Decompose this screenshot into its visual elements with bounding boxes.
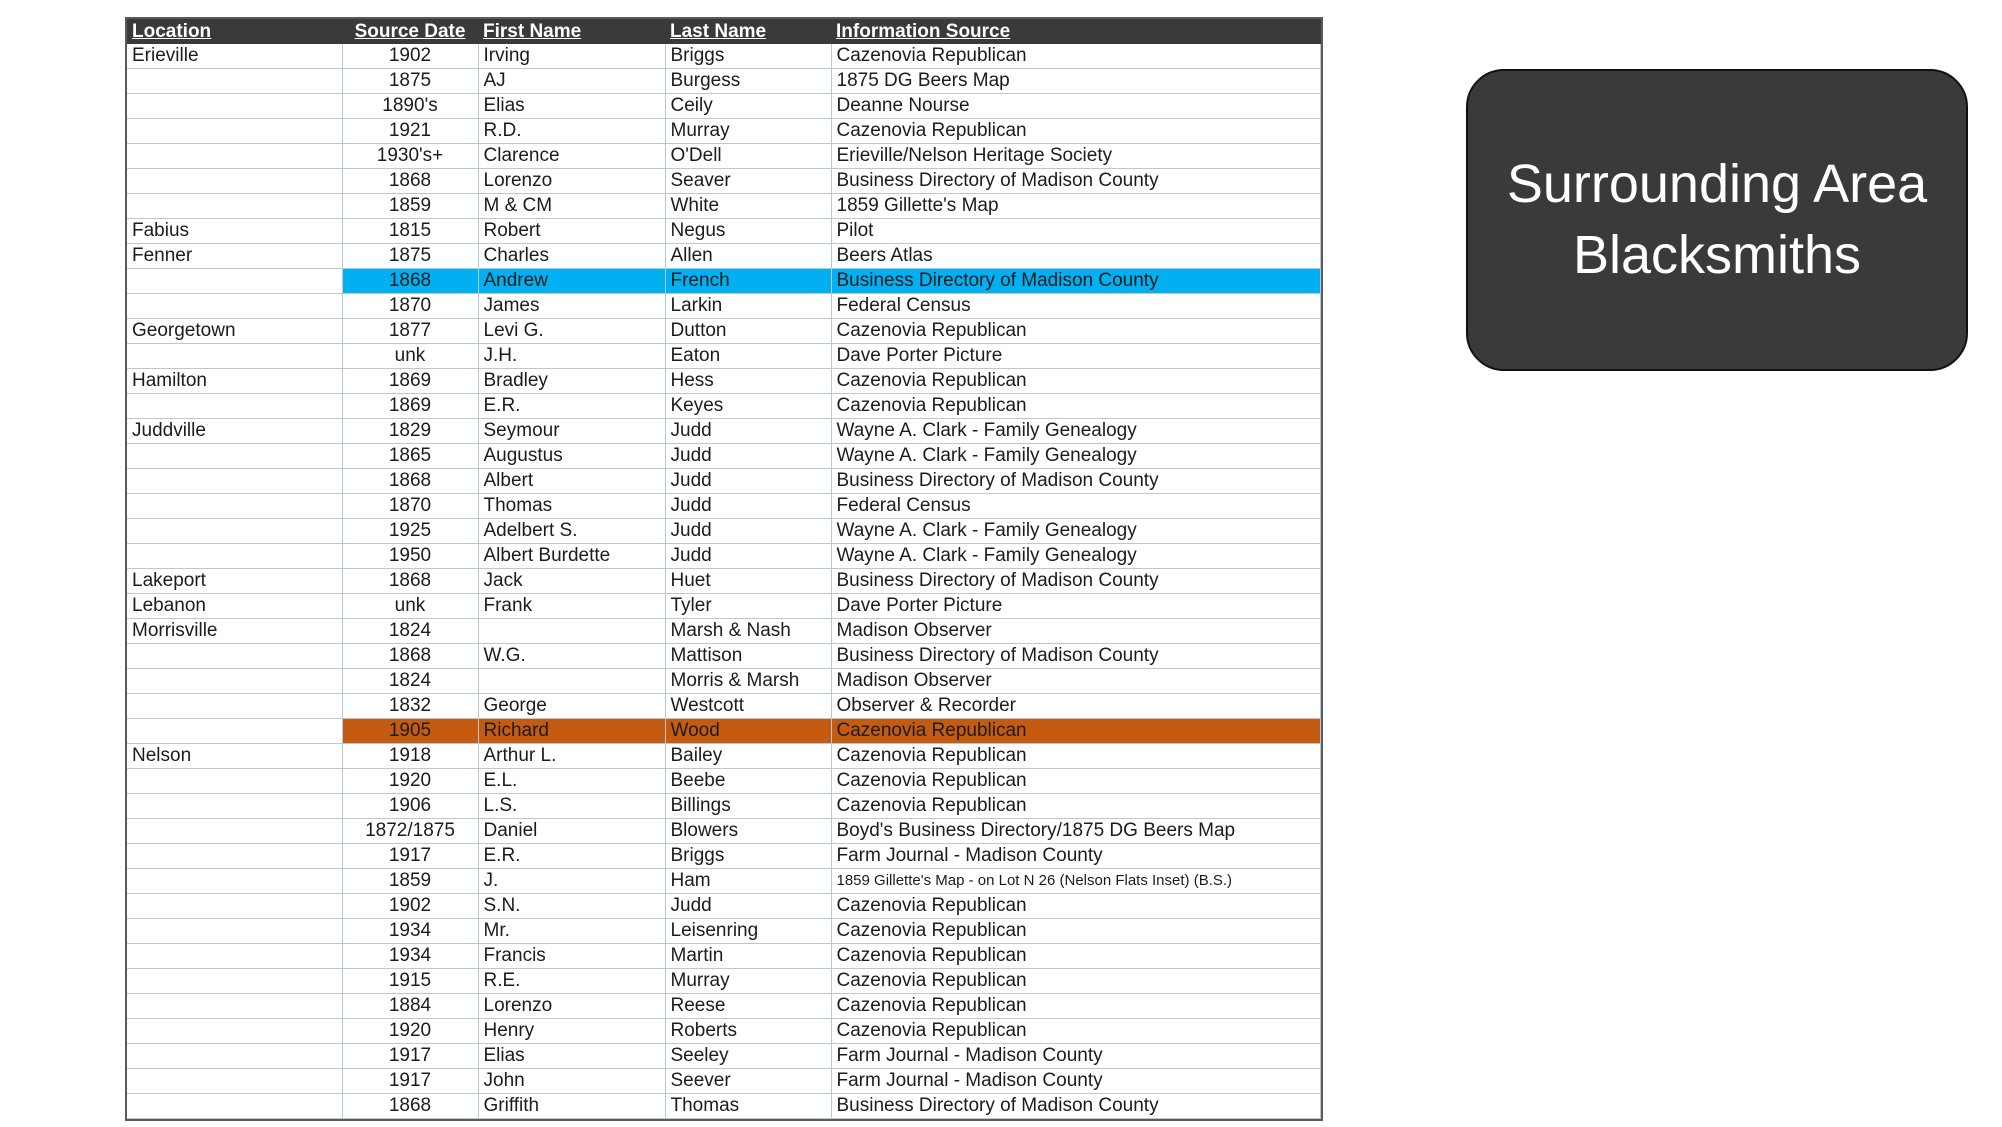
table-row	[127, 69, 1321, 94]
cell-information-source: Federal Census	[831, 294, 1321, 319]
cell-information-source: Business Directory of Madison County	[831, 169, 1321, 194]
cell-source-date: 1917	[342, 844, 478, 869]
cell-information-source: Dave Porter Picture	[831, 594, 1321, 619]
cell-last-name: Ham	[665, 869, 831, 894]
cell-first-name: Clarence	[478, 144, 665, 169]
cell-location	[127, 144, 342, 169]
cell-information-source: Pilot	[831, 219, 1321, 244]
cell-first-name: Lorenzo	[478, 994, 665, 1019]
cell-source-date: 1875	[342, 69, 478, 94]
table-row	[127, 44, 1321, 69]
cell-last-name: Roberts	[665, 1019, 831, 1044]
cell-information-source: Federal Census	[831, 494, 1321, 519]
cell-information-source: Madison Observer	[831, 669, 1321, 694]
table-row	[127, 144, 1321, 169]
table-row	[127, 469, 1321, 494]
cell-location: Lebanon	[127, 594, 342, 619]
cell-last-name: Seaver	[665, 169, 831, 194]
cell-information-source: Wayne A. Clark - Family Genealogy	[831, 419, 1321, 444]
table-row	[127, 819, 1321, 844]
cell-last-name: Keyes	[665, 394, 831, 419]
cell-location	[127, 519, 342, 544]
cell-first-name: S.N.	[478, 894, 665, 919]
table-row	[127, 844, 1321, 869]
table-row	[127, 794, 1321, 819]
table-row	[127, 119, 1321, 144]
cell-location: Fenner	[127, 244, 342, 269]
cell-source-date: 1859	[342, 869, 478, 894]
table-row	[127, 294, 1321, 319]
cell-last-name: Eaton	[665, 344, 831, 369]
cell-source-date: 1859	[342, 194, 478, 219]
cell-source-date: 1920	[342, 1019, 478, 1044]
cell-location	[127, 694, 342, 719]
cell-location	[127, 1069, 342, 1094]
cell-first-name	[478, 669, 665, 694]
cell-location	[127, 119, 342, 144]
cell-first-name: John	[478, 1069, 665, 1094]
cell-location: Erieville	[127, 44, 342, 69]
cell-first-name: W.G.	[478, 644, 665, 669]
cell-location	[127, 394, 342, 419]
header-location: Location	[127, 19, 342, 44]
cell-first-name: Frank	[478, 594, 665, 619]
cell-source-date: 1902	[342, 44, 478, 69]
cell-information-source: Cazenovia Republican	[831, 744, 1321, 769]
cell-information-source: Cazenovia Republican	[831, 919, 1321, 944]
cell-last-name: Judd	[665, 469, 831, 494]
cell-information-source: Cazenovia Republican	[831, 44, 1321, 69]
cell-location: Lakeport	[127, 569, 342, 594]
table-row	[127, 994, 1321, 1019]
cell-source-date: 1917	[342, 1069, 478, 1094]
cell-last-name: Martin	[665, 944, 831, 969]
cell-last-name: Marsh & Nash	[665, 619, 831, 644]
table-row	[127, 369, 1321, 394]
cell-last-name: Morris & Marsh	[665, 669, 831, 694]
cell-source-date: 1917	[342, 1044, 478, 1069]
cell-last-name: White	[665, 194, 831, 219]
cell-first-name: Levi G.	[478, 319, 665, 344]
cell-location	[127, 1044, 342, 1069]
cell-location	[127, 944, 342, 969]
cell-first-name: Arthur L.	[478, 744, 665, 769]
cell-last-name: French	[665, 269, 831, 294]
cell-information-source: Wayne A. Clark - Family Genealogy	[831, 519, 1321, 544]
cell-source-date: 1902	[342, 894, 478, 919]
cell-location	[127, 494, 342, 519]
cell-information-source: Business Directory of Madison County	[831, 269, 1321, 294]
cell-location	[127, 194, 342, 219]
cell-source-date: 1815	[342, 219, 478, 244]
cell-first-name: Lorenzo	[478, 169, 665, 194]
table-row	[127, 719, 1321, 744]
cell-last-name: Billings	[665, 794, 831, 819]
cell-information-source: 1859 Gillette's Map - on Lot N 26 (Nelson Flats Inset) (B.S.)	[831, 869, 1321, 894]
cell-last-name: Larkin	[665, 294, 831, 319]
table-row	[127, 219, 1321, 244]
cell-location	[127, 69, 342, 94]
cell-source-date: 1868	[342, 1094, 478, 1119]
table-row	[127, 244, 1321, 269]
cell-location	[127, 894, 342, 919]
cell-last-name: Dutton	[665, 319, 831, 344]
cell-location: Juddville	[127, 419, 342, 444]
cell-first-name: Daniel	[478, 819, 665, 844]
cell-information-source: Cazenovia Republican	[831, 944, 1321, 969]
cell-source-date: 1934	[342, 919, 478, 944]
table-row	[127, 594, 1321, 619]
cell-source-date: 1870	[342, 294, 478, 319]
table-row	[127, 169, 1321, 194]
table-row	[127, 969, 1321, 994]
cell-location	[127, 469, 342, 494]
cell-first-name: R.D.	[478, 119, 665, 144]
cell-first-name: Adelbert S.	[478, 519, 665, 544]
cell-location	[127, 344, 342, 369]
table-row	[127, 1044, 1321, 1069]
cell-first-name: Irving	[478, 44, 665, 69]
cell-first-name: Elias	[478, 94, 665, 119]
cell-last-name: Huet	[665, 569, 831, 594]
cell-first-name: Albert	[478, 469, 665, 494]
cell-source-date: 1920	[342, 769, 478, 794]
table-row	[127, 319, 1321, 344]
cell-first-name: Elias	[478, 1044, 665, 1069]
cell-source-date: 1868	[342, 469, 478, 494]
header-source-date: Source Date	[342, 19, 478, 44]
cell-location: Morrisville	[127, 619, 342, 644]
cell-information-source: Madison Observer	[831, 619, 1321, 644]
cell-first-name: Henry	[478, 1019, 665, 1044]
cell-source-date: 1865	[342, 444, 478, 469]
cell-last-name: Judd	[665, 419, 831, 444]
cell-location	[127, 169, 342, 194]
table-row	[127, 619, 1321, 644]
cell-source-date: 1918	[342, 744, 478, 769]
cell-last-name: Thomas	[665, 1094, 831, 1119]
table-row	[127, 869, 1321, 894]
cell-information-source: Cazenovia Republican	[831, 394, 1321, 419]
cell-last-name: Blowers	[665, 819, 831, 844]
cell-information-source: Cazenovia Republican	[831, 119, 1321, 144]
cell-information-source: Observer & Recorder	[831, 694, 1321, 719]
cell-first-name: Seymour	[478, 419, 665, 444]
cell-source-date: 1906	[342, 794, 478, 819]
cell-source-date: 1921	[342, 119, 478, 144]
cell-source-date: 1905	[342, 719, 478, 744]
cell-last-name: Murray	[665, 969, 831, 994]
cell-first-name: E.L.	[478, 769, 665, 794]
cell-last-name: Judd	[665, 894, 831, 919]
cell-location	[127, 769, 342, 794]
table-row	[127, 744, 1321, 769]
cell-location: Nelson	[127, 744, 342, 769]
cell-location	[127, 544, 342, 569]
cell-source-date: 1890's	[342, 94, 478, 119]
cell-last-name: Judd	[665, 544, 831, 569]
cell-source-date: 1868	[342, 169, 478, 194]
cell-last-name: Seeley	[665, 1044, 831, 1069]
cell-first-name: Augustus	[478, 444, 665, 469]
cell-source-date: 1869	[342, 369, 478, 394]
cell-last-name: Briggs	[665, 844, 831, 869]
cell-source-date: 1950	[342, 544, 478, 569]
cell-source-date: 1875	[342, 244, 478, 269]
cell-first-name: George	[478, 694, 665, 719]
cell-first-name: Griffith	[478, 1094, 665, 1119]
title-line-2: Blacksmiths	[1572, 225, 1862, 285]
table-row	[127, 1069, 1321, 1094]
cell-location	[127, 819, 342, 844]
cell-location	[127, 294, 342, 319]
cell-location	[127, 444, 342, 469]
cell-first-name: Robert	[478, 219, 665, 244]
cell-first-name: J.	[478, 869, 665, 894]
cell-first-name: Albert Burdette	[478, 544, 665, 569]
cell-last-name: Burgess	[665, 69, 831, 94]
cell-last-name: Beebe	[665, 769, 831, 794]
cell-source-date: 1868	[342, 269, 478, 294]
cell-information-source: Deanne Nourse	[831, 94, 1321, 119]
table-row	[127, 944, 1321, 969]
cell-location	[127, 794, 342, 819]
table-row	[127, 94, 1321, 119]
cell-first-name	[478, 619, 665, 644]
cell-source-date: unk	[342, 344, 478, 369]
cell-information-source: Cazenovia Republican	[831, 319, 1321, 344]
cell-first-name: Mr.	[478, 919, 665, 944]
table-row	[127, 544, 1321, 569]
cell-location	[127, 719, 342, 744]
cell-last-name: Leisenring	[665, 919, 831, 944]
cell-first-name: L.S.	[478, 794, 665, 819]
table-row	[127, 919, 1321, 944]
cell-information-source: Dave Porter Picture	[831, 344, 1321, 369]
cell-location	[127, 994, 342, 1019]
cell-location	[127, 1019, 342, 1044]
cell-source-date: 1824	[342, 619, 478, 644]
cell-location	[127, 869, 342, 894]
table-row	[127, 444, 1321, 469]
cell-first-name: E.R.	[478, 844, 665, 869]
cell-information-source: Business Directory of Madison County	[831, 644, 1321, 669]
cell-first-name: AJ	[478, 69, 665, 94]
header-last-name: Last Name	[665, 19, 831, 44]
cell-source-date: 1869	[342, 394, 478, 419]
table-row	[127, 1094, 1321, 1119]
table-row	[127, 1019, 1321, 1044]
table-row	[127, 494, 1321, 519]
cell-information-source: Cazenovia Republican	[831, 1019, 1321, 1044]
cell-information-source: Business Directory of Madison County	[831, 469, 1321, 494]
header-row	[127, 19, 1321, 44]
cell-first-name: James	[478, 294, 665, 319]
cell-last-name: Mattison	[665, 644, 831, 669]
cell-first-name: R.E.	[478, 969, 665, 994]
cell-location	[127, 919, 342, 944]
cell-information-source: Cazenovia Republican	[831, 719, 1321, 744]
cell-first-name: J.H.	[478, 344, 665, 369]
table-row	[127, 894, 1321, 919]
table-row	[127, 194, 1321, 219]
cell-information-source: Cazenovia Republican	[831, 894, 1321, 919]
cell-first-name: Andrew	[478, 269, 665, 294]
cell-location: Fabius	[127, 219, 342, 244]
table-row	[127, 569, 1321, 594]
cell-source-date: 1872/1875	[342, 819, 478, 844]
cell-location	[127, 269, 342, 294]
table-row	[127, 394, 1321, 419]
cell-information-source: Wayne A. Clark - Family Genealogy	[831, 444, 1321, 469]
blacksmiths-table	[125, 17, 1323, 1121]
cell-last-name: Judd	[665, 444, 831, 469]
cell-source-date: 1870	[342, 494, 478, 519]
cell-last-name: O'Dell	[665, 144, 831, 169]
title-line-1: Surrounding Area	[1506, 154, 1928, 214]
header-first-name: First Name	[478, 19, 665, 44]
cell-last-name: Ceily	[665, 94, 831, 119]
cell-last-name: Wood	[665, 719, 831, 744]
cell-information-source: Business Directory of Madison County	[831, 569, 1321, 594]
cell-information-source: Cazenovia Republican	[831, 769, 1321, 794]
cell-information-source: Cazenovia Republican	[831, 969, 1321, 994]
cell-information-source: Boyd's Business Directory/1875 DG Beers Map	[831, 819, 1321, 844]
cell-last-name: Reese	[665, 994, 831, 1019]
cell-location	[127, 969, 342, 994]
cell-information-source: Beers Atlas	[831, 244, 1321, 269]
cell-information-source: Business Directory of Madison County	[831, 1094, 1321, 1119]
cell-last-name: Allen	[665, 244, 831, 269]
cell-last-name: Briggs	[665, 44, 831, 69]
cell-location	[127, 669, 342, 694]
cell-first-name: Richard	[478, 719, 665, 744]
table-row	[127, 519, 1321, 544]
header-information-source: Information Source	[831, 19, 1321, 44]
cell-last-name: Negus	[665, 219, 831, 244]
cell-last-name: Murray	[665, 119, 831, 144]
cell-last-name: Seever	[665, 1069, 831, 1094]
cell-last-name: Hess	[665, 369, 831, 394]
table-row	[127, 669, 1321, 694]
cell-source-date: 1832	[342, 694, 478, 719]
cell-source-date: 1824	[342, 669, 478, 694]
cell-source-date: 1829	[342, 419, 478, 444]
cell-first-name: E.R.	[478, 394, 665, 419]
cell-information-source: Cazenovia Republican	[831, 369, 1321, 394]
cell-information-source: Farm Journal - Madison County	[831, 844, 1321, 869]
cell-information-source: Farm Journal - Madison County	[831, 1044, 1321, 1069]
table-row	[127, 344, 1321, 369]
cell-location: Georgetown	[127, 319, 342, 344]
cell-last-name: Tyler	[665, 594, 831, 619]
cell-first-name: Bradley	[478, 369, 665, 394]
cell-last-name: Bailey	[665, 744, 831, 769]
cell-information-source: 1859 Gillette's Map	[831, 194, 1321, 219]
cell-last-name: Judd	[665, 494, 831, 519]
table-row	[127, 769, 1321, 794]
cell-information-source: 1875 DG Beers Map	[831, 69, 1321, 94]
cell-location	[127, 644, 342, 669]
table-row	[127, 644, 1321, 669]
cell-last-name: Westcott	[665, 694, 831, 719]
table-row	[127, 269, 1321, 294]
cell-location: Hamilton	[127, 369, 342, 394]
table-row	[127, 694, 1321, 719]
cell-first-name: Jack	[478, 569, 665, 594]
cell-source-date: 1915	[342, 969, 478, 994]
title-box	[1466, 69, 1968, 371]
cell-information-source: Farm Journal - Madison County	[831, 1069, 1321, 1094]
cell-information-source: Cazenovia Republican	[831, 994, 1321, 1019]
cell-source-date: 1868	[342, 644, 478, 669]
cell-location	[127, 844, 342, 869]
cell-first-name: Charles	[478, 244, 665, 269]
cell-source-date: unk	[342, 594, 478, 619]
cell-last-name: Judd	[665, 519, 831, 544]
cell-source-date: 1884	[342, 994, 478, 1019]
cell-source-date: 1934	[342, 944, 478, 969]
cell-source-date: 1930's+	[342, 144, 478, 169]
cell-location	[127, 1094, 342, 1119]
table-row	[127, 419, 1321, 444]
cell-information-source: Wayne A. Clark - Family Genealogy	[831, 544, 1321, 569]
cell-first-name: M & CM	[478, 194, 665, 219]
cell-source-date: 1877	[342, 319, 478, 344]
cell-location	[127, 94, 342, 119]
cell-first-name: Francis	[478, 944, 665, 969]
cell-information-source: Cazenovia Republican	[831, 794, 1321, 819]
cell-source-date: 1925	[342, 519, 478, 544]
cell-source-date: 1868	[342, 569, 478, 594]
cell-information-source: Erieville/Nelson Heritage Society	[831, 144, 1321, 169]
cell-first-name: Thomas	[478, 494, 665, 519]
